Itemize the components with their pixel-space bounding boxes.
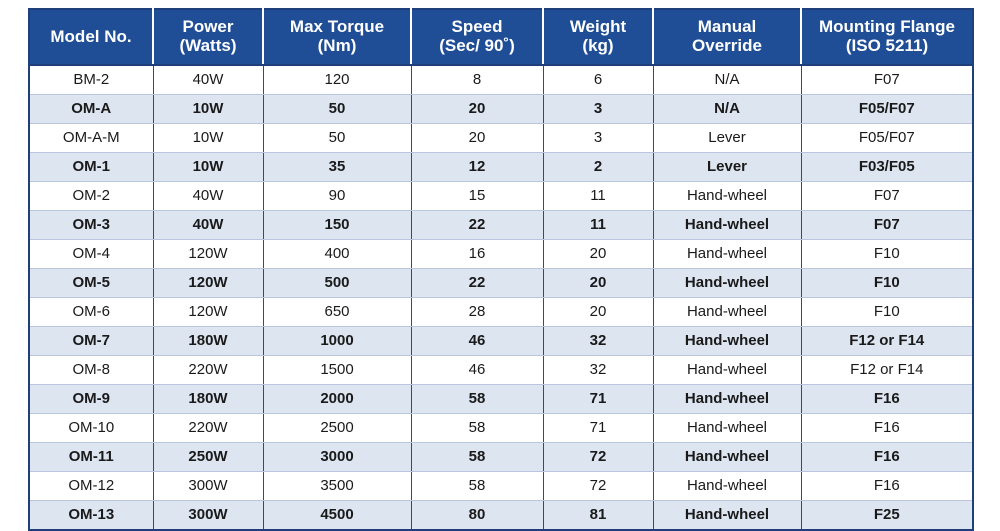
table-row xyxy=(29,501,973,531)
header-line-1: Mounting Flange xyxy=(819,17,955,36)
table-row xyxy=(29,298,973,327)
table-row xyxy=(29,65,973,95)
table-cell: OM-4 xyxy=(29,240,153,269)
table-cell: 81 xyxy=(543,501,653,531)
table-cell: Hand-wheel xyxy=(653,182,801,211)
table-cell: 10W xyxy=(153,153,263,182)
table-cell: F07 xyxy=(801,182,973,211)
table-cell: 150 xyxy=(263,211,411,240)
table-cell: 8 xyxy=(411,65,543,95)
table-row xyxy=(29,182,973,211)
table-cell: Hand-wheel xyxy=(653,385,801,414)
table-cell: F03/F05 xyxy=(801,153,973,182)
table-cell: 650 xyxy=(263,298,411,327)
table-row xyxy=(29,240,973,269)
table-cell: OM-10 xyxy=(29,414,153,443)
table-cell: F05/F07 xyxy=(801,95,973,124)
table-cell: OM-3 xyxy=(29,211,153,240)
table-cell: F16 xyxy=(801,414,973,443)
table-cell: Hand-wheel xyxy=(653,356,801,385)
table-cell: F10 xyxy=(801,240,973,269)
table-cell: 1000 xyxy=(263,327,411,356)
table-cell: Hand-wheel xyxy=(653,240,801,269)
table-cell: 35 xyxy=(263,153,411,182)
column-header-speed xyxy=(411,9,543,65)
table-cell: 90 xyxy=(263,182,411,211)
header-line-2: Override xyxy=(692,36,762,56)
table-cell: 120W xyxy=(153,298,263,327)
table-cell: 4500 xyxy=(263,501,411,531)
table-cell: F07 xyxy=(801,65,973,95)
table-cell: 3 xyxy=(543,95,653,124)
table-cell: 50 xyxy=(263,124,411,153)
table-cell: 22 xyxy=(411,269,543,298)
header-line-1: Weight xyxy=(569,17,627,36)
table-cell: 71 xyxy=(543,414,653,443)
table-cell: 3 xyxy=(543,124,653,153)
table-cell: 58 xyxy=(411,385,543,414)
table-cell: Hand-wheel xyxy=(653,298,801,327)
header-line-1: Manual xyxy=(697,17,757,36)
table-row xyxy=(29,356,973,385)
header-line-2: (kg) xyxy=(582,36,614,56)
header-line-1: Max Torque xyxy=(289,17,385,36)
table-cell: Lever xyxy=(653,153,801,182)
table-cell: OM-5 xyxy=(29,269,153,298)
table-cell: Hand-wheel xyxy=(653,269,801,298)
table-cell: 250W xyxy=(153,443,263,472)
table-cell: 220W xyxy=(153,414,263,443)
column-header-max-torque xyxy=(263,9,411,65)
table-cell: Hand-wheel xyxy=(653,472,801,501)
table-cell: OM-6 xyxy=(29,298,153,327)
table-cell: 500 xyxy=(263,269,411,298)
table-row xyxy=(29,124,973,153)
table-cell: 72 xyxy=(543,443,653,472)
table-cell: 2500 xyxy=(263,414,411,443)
table-cell: OM-2 xyxy=(29,182,153,211)
table-cell: 10W xyxy=(153,95,263,124)
table-cell: OM-A xyxy=(29,95,153,124)
table-cell: OM-13 xyxy=(29,501,153,531)
header-line-2: (Watts) xyxy=(179,36,237,56)
table-cell: 15 xyxy=(411,182,543,211)
table-cell: 20 xyxy=(411,124,543,153)
table-cell: 20 xyxy=(543,240,653,269)
table-row xyxy=(29,211,973,240)
table-cell: 6 xyxy=(543,65,653,95)
table-cell: BM-2 xyxy=(29,65,153,95)
table-cell: F16 xyxy=(801,472,973,501)
table-cell: OM-A-M xyxy=(29,124,153,153)
table-cell: 20 xyxy=(411,95,543,124)
table-cell: 400 xyxy=(263,240,411,269)
column-header-weight xyxy=(543,9,653,65)
table-cell: 40W xyxy=(153,65,263,95)
table-cell: 2 xyxy=(543,153,653,182)
table-row xyxy=(29,472,973,501)
table-cell: F25 xyxy=(801,501,973,531)
table-cell: 46 xyxy=(411,356,543,385)
table-cell: 120 xyxy=(263,65,411,95)
table-cell: N/A xyxy=(653,65,801,95)
table-cell: 50 xyxy=(263,95,411,124)
table-cell: 58 xyxy=(411,414,543,443)
table-cell: N/A xyxy=(653,95,801,124)
table-cell: 16 xyxy=(411,240,543,269)
table-row xyxy=(29,414,973,443)
table-cell: 40W xyxy=(153,211,263,240)
column-header-model-no xyxy=(29,9,153,65)
table-cell: F16 xyxy=(801,385,973,414)
table-cell: Hand-wheel xyxy=(653,443,801,472)
table-cell: 20 xyxy=(543,298,653,327)
table-cell: 32 xyxy=(543,356,653,385)
table-cell: 46 xyxy=(411,327,543,356)
table-cell: 3000 xyxy=(263,443,411,472)
table-cell: Hand-wheel xyxy=(653,501,801,531)
table-cell: Hand-wheel xyxy=(653,327,801,356)
table-cell: 22 xyxy=(411,211,543,240)
column-header-manual-override xyxy=(653,9,801,65)
table-cell: F07 xyxy=(801,211,973,240)
table-cell: 58 xyxy=(411,472,543,501)
table-cell: F12 or F14 xyxy=(801,327,973,356)
table-cell: 1500 xyxy=(263,356,411,385)
table-cell: 71 xyxy=(543,385,653,414)
table-row xyxy=(29,95,973,124)
table-cell: 180W xyxy=(153,327,263,356)
column-header-power xyxy=(153,9,263,65)
header-line-2: (ISO 5211) xyxy=(845,36,929,56)
table-row xyxy=(29,385,973,414)
header-row xyxy=(29,9,973,65)
table-cell: OM-11 xyxy=(29,443,153,472)
table-cell: OM-7 xyxy=(29,327,153,356)
table-cell: Lever xyxy=(653,124,801,153)
table-cell: 10W xyxy=(153,124,263,153)
table-cell: Hand-wheel xyxy=(653,211,801,240)
table-cell: 120W xyxy=(153,240,263,269)
table-cell: 220W xyxy=(153,356,263,385)
table-cell: 72 xyxy=(543,472,653,501)
table-row xyxy=(29,327,973,356)
table-cell: F05/F07 xyxy=(801,124,973,153)
table-body xyxy=(29,65,973,530)
table-cell: 120W xyxy=(153,269,263,298)
header-line-1: Model No. xyxy=(50,26,132,46)
table-cell: 20 xyxy=(543,269,653,298)
table-cell: 2000 xyxy=(263,385,411,414)
table-row xyxy=(29,269,973,298)
table-header xyxy=(29,9,973,65)
table-cell: Hand-wheel xyxy=(653,414,801,443)
table-cell: 300W xyxy=(153,501,263,531)
table-cell: F10 xyxy=(801,298,973,327)
table-row xyxy=(29,443,973,472)
column-header-mounting-flange xyxy=(801,9,973,65)
table-cell: 180W xyxy=(153,385,263,414)
table-cell: OM-9 xyxy=(29,385,153,414)
header-line-2: (Sec/ 90˚) xyxy=(439,36,515,56)
table-cell: F10 xyxy=(801,269,973,298)
table-cell: 40W xyxy=(153,182,263,211)
table-cell: 32 xyxy=(543,327,653,356)
table-cell: 11 xyxy=(543,182,653,211)
table-cell: 300W xyxy=(153,472,263,501)
table-cell: 3500 xyxy=(263,472,411,501)
header-line-1: Speed xyxy=(451,17,503,36)
table-cell: 58 xyxy=(411,443,543,472)
table-cell: 12 xyxy=(411,153,543,182)
specification-table xyxy=(28,8,974,531)
table-row xyxy=(29,153,973,182)
table-cell: OM-8 xyxy=(29,356,153,385)
table-cell: F12 or F14 xyxy=(801,356,973,385)
table-cell: OM-12 xyxy=(29,472,153,501)
header-line-1: Power xyxy=(182,17,234,36)
table-cell: F16 xyxy=(801,443,973,472)
table-cell: OM-1 xyxy=(29,153,153,182)
header-line-2: (Nm) xyxy=(317,36,357,56)
table-cell: 11 xyxy=(543,211,653,240)
table-cell: 80 xyxy=(411,501,543,531)
table-cell: 28 xyxy=(411,298,543,327)
